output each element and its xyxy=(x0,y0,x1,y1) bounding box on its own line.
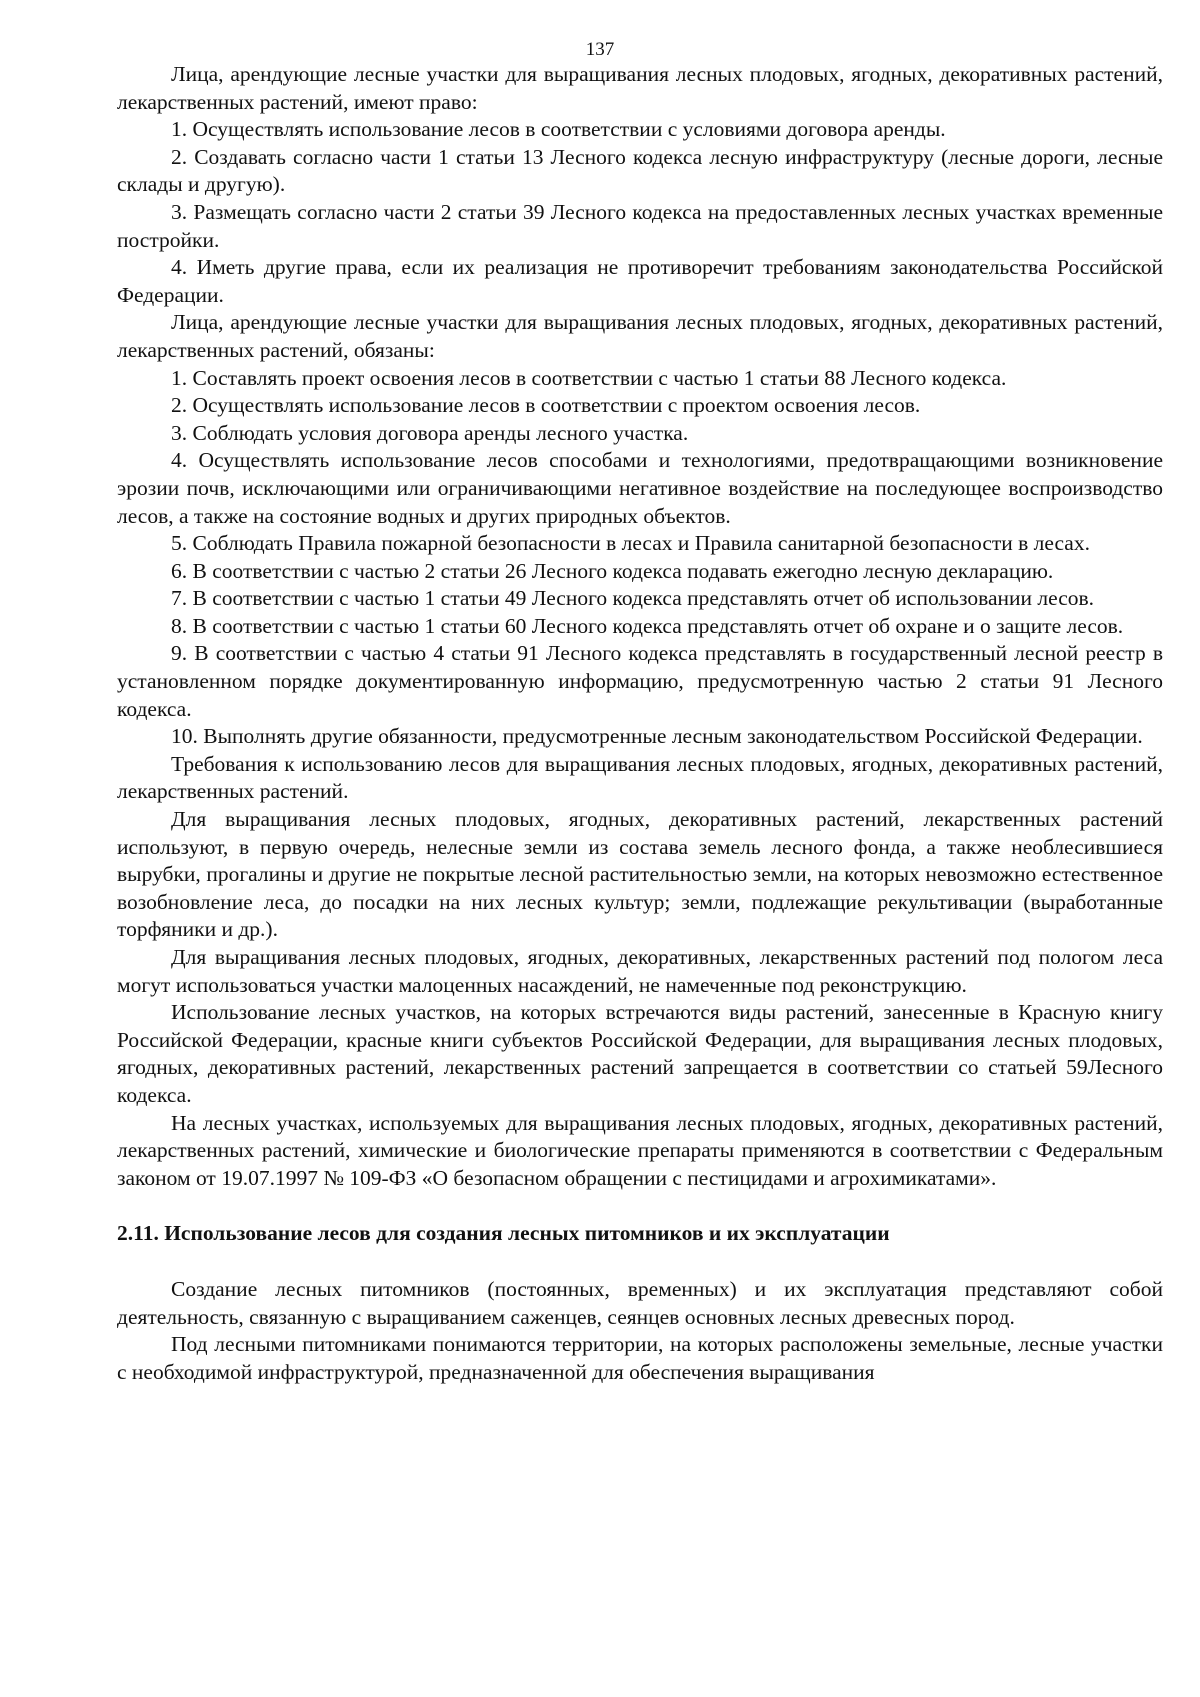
paragraph: 7. В соответствии с частью 1 статьи 49 Лесного кодекса представлять отчет об использовании лесов. xyxy=(171,586,1095,611)
paragraph: 4. Иметь другие права, если их реализация не противоречит требованиям законодательства Российской Федерации. xyxy=(117,255,1163,307)
paragraph: Для выращивания лесных плодовых, ягодных, декоративных растений, лекарственных растений используют, в первую очередь, нелесные земли из состава земель лесного фонда, а также необлесившиеся вырубки, прогалины и другие не покрытые лесной растительностью земли, на которых невозможно естественное возобновление леса, до посадки на них лесных культур; земли, подлежащие рекультивации (выработанные торфяники и др.). xyxy=(117,807,1163,942)
paragraph: 1. Составлять проект освоения лесов в соответствии с частью 1 статьи 88 Лесного кодекса. xyxy=(171,365,1007,390)
paragraph: 10. Выполнять другие обязанности, предусмотренные лесным законодательством Российской Федерации. xyxy=(171,724,1143,749)
paragraph: 5. Соблюдать Правила пожарной безопасности в лесах и Правила санитарной безопасности в лесах. xyxy=(171,531,1090,556)
paragraph: 9. В соответствии с частью 4 статьи 91 Лесного кодекса представлять в государственный лесной реестр в установленном порядке документированную информацию, предусмотренную частью 2 статьи 91 Лесного кодекса. xyxy=(117,641,1163,721)
paragraph: Под лесными питомниками понимаются территории, на которых расположены земельные, лесные участки с необходимой инфраструктурой, предназначенной для обеспечения выращивания xyxy=(117,1332,1163,1384)
paragraph: 2. Осуществлять использование лесов в соответствии с проектом освоения лесов. xyxy=(171,393,921,418)
paragraph: Создание лесных питомников (постоянных, временных) и их эксплуатация представляют собой деятельность, связанную с выращиванием саженцев, сеянцев основных лесных древесных пород. xyxy=(117,1276,1163,1329)
paragraph: 1. Осуществлять использование лесов в соответствии с условиями договора аренды. xyxy=(171,117,946,142)
paragraph: Лица, арендующие лесные участки для выращивания лесных плодовых, ягодных, декоративных растений, лекарственных растений, имеют право: xyxy=(117,62,1163,114)
paragraph: Использование лесных участков, на которых встречаются виды растений, занесенные в Красную книгу Российской Федерации, красные книги субъектов Российской Федерации, для выращивания лесных плодовых, ягодных, декоративных растений, лекарственных растений запрещается в соответствии со статьей 59Лесного кодекса. xyxy=(117,1000,1163,1107)
paragraph: Для выращивания лесных плодовых, ягодных, декоративных, лекарственных растений под пологом леса могут использоваться участки малоценных насаждений, не намеченные под реконструкцию. xyxy=(117,945,1163,997)
paragraph: 4. Осуществлять использование лесов способами и технологиями, предотвращающими возникновение эрозии почв, исключающими или ограничивающими негативное воздействие на последующее воспроизводство лесов, а также на состояние водных и других природных объектов. xyxy=(117,448,1163,528)
paragraph: 3. Размещать согласно части 2 статьи 39 Лесного кодекса на предоставленных лесных участках временные постройки. xyxy=(117,199,1163,252)
section-heading: 2.11. Использование лесов для создания лесных питомников и их эксплуатации xyxy=(117,1221,890,1246)
document-body xyxy=(117,61,1163,1386)
paragraph: На лесных участках, используемых для выращивания лесных плодовых, ягодных, декоративных растений, лекарственных растений, химические и биологические препараты применяются в соответствии с Федеральным законом от 19.07.1997 № 109-ФЗ «О безопасном обращении с пестицидами и агрохимикатами». xyxy=(117,1110,1163,1190)
paragraph: Требования к использованию лесов для выращивания лесных плодовых, ягодных, декоративных растений, лекарственных растений. xyxy=(117,751,1163,804)
paragraph: 6. В соответствии с частью 2 статьи 26 Лесного кодекса подавать ежегодно лесную декларацию. xyxy=(171,558,1054,583)
paragraph: 3. Соблюдать условия договора аренды лесного участка. xyxy=(171,420,689,445)
page-number: 137 xyxy=(585,39,615,60)
paragraph: 2. Создавать согласно части 1 статьи 13 Лесного кодекса лесную инфраструктуру (лесные дороги, лесные склады и другую). xyxy=(117,144,1163,197)
paragraph: Лица, арендующие лесные участки для выращивания лесных плодовых, ягодных, декоративных растений, лекарственных растений, обязаны: xyxy=(117,310,1163,362)
paragraph: 8. В соответствии с частью 1 статьи 60 Лесного кодекса представлять отчет об охране и о защите лесов. xyxy=(171,613,1124,638)
